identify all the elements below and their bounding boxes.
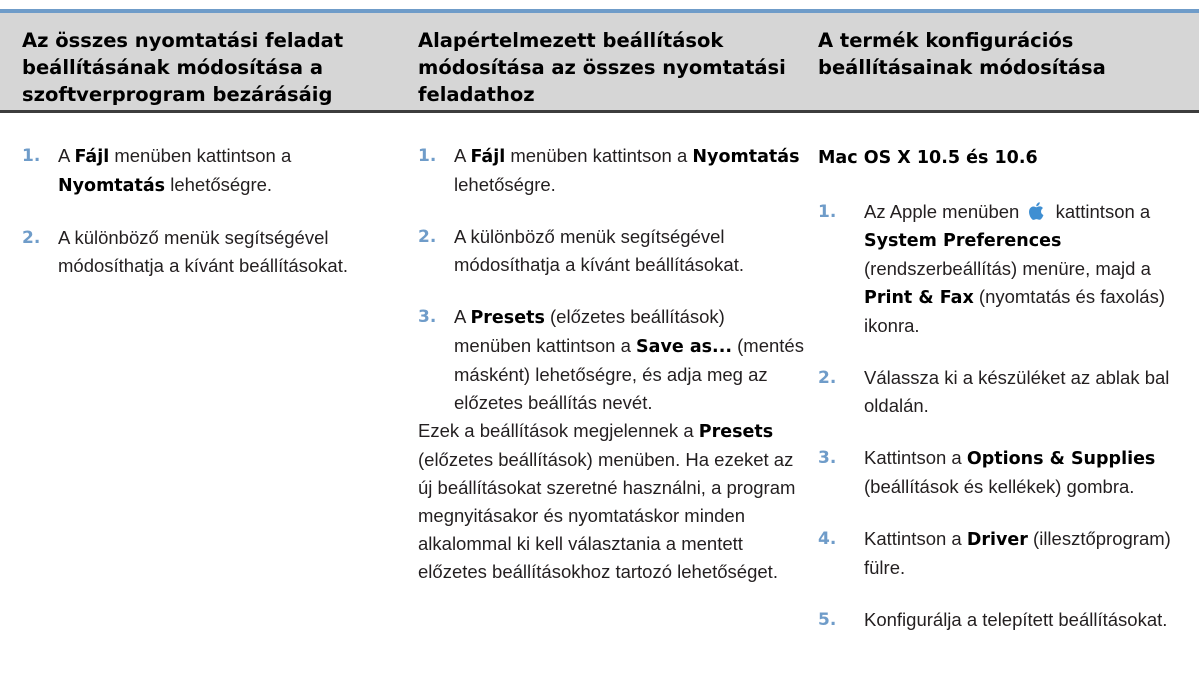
menu-option: Print & Fax: [864, 288, 974, 308]
menu-name: Fájl: [470, 147, 506, 167]
list-item: 1. Az Apple menüben kattintson a System Preferences (rendszerbeállítás) menüre, majd a Print & Fax (nyomtatás és faxolás) ikonra.: [818, 198, 1196, 340]
step-number: 2.: [418, 227, 437, 247]
list-item: 2. A különböző menük segítségével módosíthatja a kívánt beállításokat.: [22, 224, 400, 280]
header-bottom-rule: [0, 110, 1199, 113]
list-item: 2. A különböző menük segítségével módosíthatja a kívánt beállításokat.: [418, 223, 806, 279]
list-item: 1. A Fájl menüben kattintson a Nyomtatás lehetőségre.: [22, 142, 400, 200]
column-header-configuration: A termék konfigurációs beállításainak módosítása: [818, 29, 1106, 79]
column-defaults-body: [418, 142, 806, 586]
step-number: 3.: [418, 307, 437, 327]
step-number: 1.: [418, 146, 437, 166]
step-number: 3.: [818, 448, 837, 468]
step-number: 5.: [818, 610, 837, 630]
list-item: 5. Konfigurálja a telepített beállításokat.: [818, 606, 1196, 634]
column-header-defaults: Alapértelmezett beállítások módosítása az összes nyomtatási feladathoz: [418, 29, 786, 106]
menu-name: Presets: [470, 308, 545, 328]
step-number: 4.: [818, 529, 837, 549]
menu-option: Nyomtatás: [58, 176, 166, 196]
column-session-body: [22, 142, 400, 280]
menu-option: System Preferences: [864, 231, 1062, 251]
apple-logo-icon: [1026, 200, 1048, 222]
step-number: 2.: [22, 228, 41, 248]
tab-name: Driver: [966, 530, 1028, 550]
menu-option: Nyomtatás: [692, 147, 800, 167]
step-number: 1.: [818, 202, 837, 222]
menu-option: Save as...: [636, 337, 732, 357]
column-header-session: Az összes nyomtatási feladat beállításának módosítása a szoftverprogram bezárásáig: [22, 29, 344, 106]
os-subheading: Mac OS X 10.5 és 10.6: [818, 148, 1038, 168]
button-name: Options & Supplies: [966, 449, 1156, 469]
list-item: 2. Válassza ki a készüléket az ablak bal oldalán.: [818, 364, 1196, 420]
menu-name: Presets: [698, 422, 774, 442]
list-item: 3. A Presets (előzetes beállítások) menüben kattintson a Save as... (mentés másként) lehetőségre, és adja meg az előzetes beállítás nevét.: [418, 303, 806, 417]
column-configuration-body: [818, 146, 1196, 634]
list-item: 4. Kattintson a Driver (illesztőprogram) fülre.: [818, 525, 1196, 582]
menu-name: Fájl: [74, 147, 110, 167]
step-number: 2.: [818, 368, 837, 388]
list-item: 1. A Fájl menüben kattintson a Nyomtatás lehetőségre.: [418, 142, 806, 199]
list-item: 3. Kattintson a Options & Supplies (beállítások és kellékek) gombra.: [818, 444, 1196, 501]
step-number: 1.: [22, 146, 41, 166]
presets-note: Ezek a beállítások megjelennek a Presets (előzetes beállítások) menüben. Ha ezeket az új beállításokat szeretné használni, a program megnyitásakor és nyomtatáskor minden alkalommal ki kell választania a mentett előzetes beállításokhoz tartozó lehetőséget.: [418, 420, 796, 582]
